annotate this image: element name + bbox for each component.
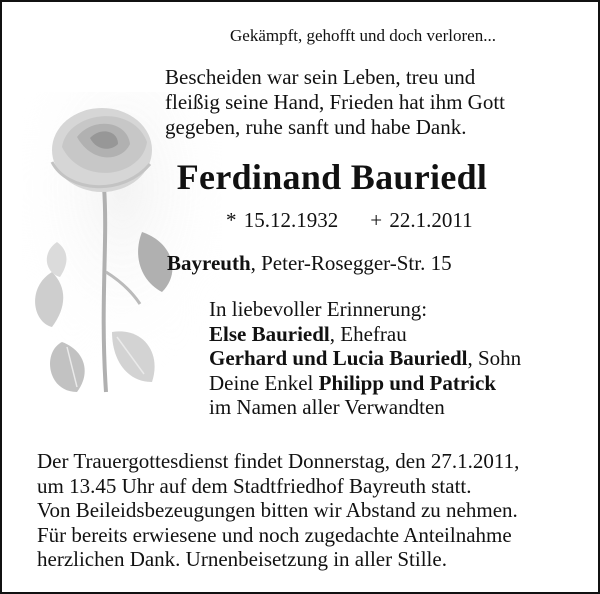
service-line: herzlichen Dank. Urnenbeisetzung in aller Stille. — [37, 547, 447, 571]
mourner-relatives: im Namen aller Verwandten — [209, 395, 445, 419]
mourner-grandchildren — [209, 371, 521, 396]
poem-line: Bescheiden war sein Leben, treu und — [165, 65, 476, 89]
motto: Gekämpft, gehofft und doch verloren... — [230, 26, 496, 45]
address-city: Bayreuth — [167, 251, 251, 275]
wife-role: , Ehefrau — [329, 321, 407, 346]
service-line: Für bereits erwiesene und noch zugedachte Anteilnahme — [37, 522, 512, 547]
mourners-intro: In liebevoller Erinnerung: — [209, 297, 428, 321]
wife-name: Else Bauriedl — [209, 321, 330, 346]
mourner-son — [209, 346, 521, 371]
poem — [165, 65, 505, 140]
poem-line: gegeben, ruhe sanft und habe Dank. — [165, 115, 467, 139]
address — [167, 251, 452, 276]
service-line: Von Beileidsbezeugungen bitten wir Abstand zu nehmen. — [37, 498, 518, 522]
deceased-name: Ferdinand Bauriedl — [176, 157, 488, 197]
life-dates — [226, 208, 473, 233]
service-information — [37, 449, 519, 572]
son-role: , Sohn — [467, 346, 522, 370]
service-line: um 13.45 Uhr auf dem Stadtfriedhof Bayreuth statt. — [37, 473, 472, 498]
grandchildren-names: Philipp und Patrick — [318, 370, 497, 395]
birth-date: * 15.12.1932 — [226, 208, 339, 232]
address-street: , Peter-Rosegger-Str. 15 — [250, 251, 452, 275]
grandchildren-prefix: Deine Enkel — [209, 370, 319, 395]
mourner-wife — [209, 322, 521, 347]
service-line: Der Trauergottesdienst findet Donnerstag, den 27.1.2011, — [37, 449, 520, 473]
death-date: + 22.1.2011 — [370, 208, 473, 232]
mourners-list — [209, 297, 521, 420]
poem-line: fleißig seine Hand, Frieden hat ihm Gott — [165, 90, 506, 114]
son-name: Gerhard und Lucia Bauriedl — [209, 346, 468, 370]
